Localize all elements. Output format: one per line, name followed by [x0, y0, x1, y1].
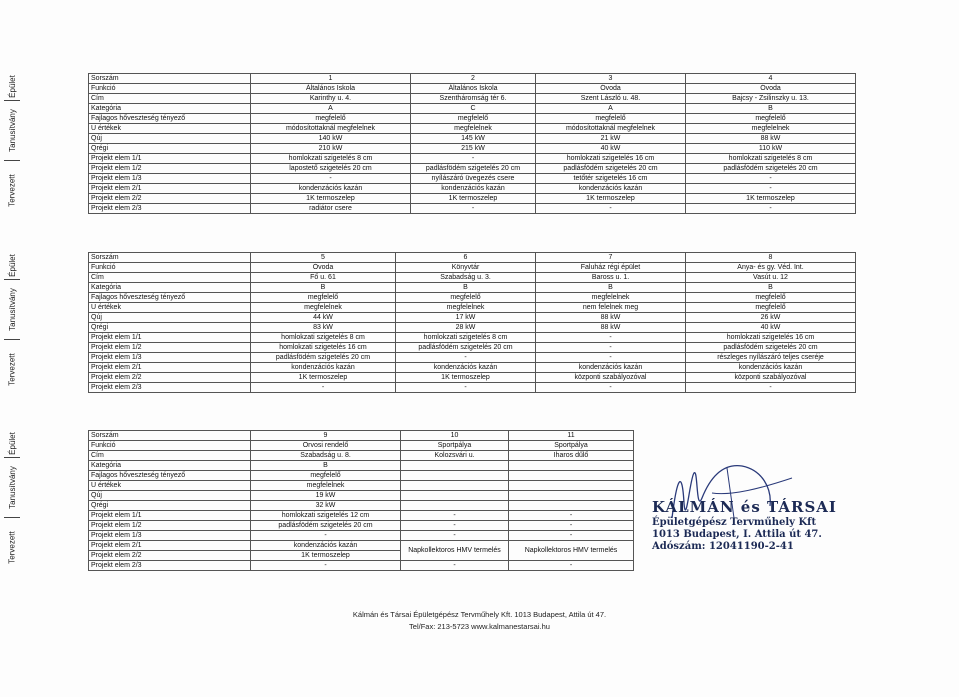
table-cell: B [251, 283, 396, 293]
table-cell: 1K termoszelep [251, 194, 411, 204]
company-stamp [652, 458, 842, 568]
row-label: Qrégi [89, 144, 251, 154]
table-cell [509, 491, 634, 501]
row-label: Projekt elem 2/1 [89, 541, 251, 551]
table-cell: 1K termoszelep [251, 551, 401, 561]
table-cell: Sportpálya [509, 441, 634, 451]
table-cell: kondenzációs kazán [686, 363, 856, 373]
row-label: Projekt elem 1/3 [89, 353, 251, 363]
table-cell: - [686, 383, 856, 393]
table-cell: B [396, 283, 536, 293]
table-row [89, 431, 634, 441]
table-row [89, 511, 634, 521]
table-row [89, 184, 856, 194]
section-labels-3 [0, 430, 24, 571]
table-cell: B [686, 104, 856, 114]
row-label: Funkció [89, 263, 251, 273]
table-cell: kondenzációs kazán [251, 541, 401, 551]
table-cell: megfelelnek [251, 481, 401, 491]
row-label: Kategória [89, 283, 251, 293]
table-cell: 17 kW [396, 313, 536, 323]
footer-contact: Tel/Fax: 213-5723 www.kalmanestarsai.hu [409, 622, 550, 631]
table-cell: 8 [686, 253, 856, 263]
section-label-tervezett: Tervezett [7, 173, 17, 207]
row-label: Projekt elem 2/1 [89, 184, 251, 194]
table-row [89, 333, 856, 343]
table-cell: Sportpálya [401, 441, 509, 451]
row-label: Projekt elem 2/2 [89, 194, 251, 204]
table-cell: 9 [251, 431, 401, 441]
row-label: Funkció [89, 84, 251, 94]
table-row [89, 541, 634, 551]
row-label: Cím [89, 273, 251, 283]
table-block-1 [7, 73, 856, 214]
row-label: Cím [89, 94, 251, 104]
table-cell: - [686, 174, 856, 184]
table-cell: - [686, 204, 856, 214]
table-cell [509, 481, 634, 491]
table-cell: homlokzati szigetelés 12 cm [251, 511, 401, 521]
table-cell: Baross u. 1. [536, 273, 686, 283]
table-cell [509, 501, 634, 511]
table-row [89, 531, 634, 541]
row-label: Projekt elem 2/3 [89, 383, 251, 393]
row-label: Projekt elem 1/1 [89, 154, 251, 164]
table-row [89, 154, 856, 164]
table-cell: 40 kW [686, 323, 856, 333]
table-row [89, 293, 856, 303]
table-block-3 [7, 430, 634, 571]
row-label: Qúj [89, 313, 251, 323]
table-row [89, 501, 634, 511]
row-label: Sorszám [89, 74, 251, 84]
table-cell: kondenzációs kazán [536, 184, 686, 194]
row-label: Qúj [89, 134, 251, 144]
table-cell: Óvoda [251, 263, 396, 273]
table-row [89, 74, 856, 84]
table-cell: 1K termoszelep [251, 373, 396, 383]
table-cell: 83 kW [251, 323, 396, 333]
row-label: Projekt elem 1/1 [89, 333, 251, 343]
table-cell: homlokzati szigetelés 8 cm [251, 333, 396, 343]
table-row [89, 343, 856, 353]
table-cell: 40 kW [536, 144, 686, 154]
row-label: Sorszám [89, 431, 251, 441]
table-cell: - [509, 531, 634, 541]
table-cell: 140 kW [251, 134, 411, 144]
row-label: Projekt elem 1/2 [89, 521, 251, 531]
table-row [89, 353, 856, 363]
table-cell: részleges nyílászáró teljes cseréje [686, 353, 856, 363]
footer-company: Kálmán és Társai Épületgépész Tervműhely Kft. 1013 Budapest, Attila út 47. [352, 610, 607, 619]
row-label: Fajlagos hőveszteség tényező [89, 293, 251, 303]
table-row [89, 114, 856, 124]
table-cell: homlokzati szigetelés 16 cm [536, 154, 686, 164]
row-label: U értékek [89, 124, 251, 134]
stamp-line-1: KÁLMÁN és TÁRSAI [652, 498, 837, 516]
section-label-epulet: Épület [7, 75, 17, 98]
section-label-epulet: Épület [7, 254, 17, 277]
table-cell: megfelelnek [411, 124, 536, 134]
stamp-line-2: Épületgépész Tervműhely Kft [652, 517, 817, 528]
data-table-2 [88, 252, 856, 393]
row-label: U értékek [89, 481, 251, 491]
table-cell: - [251, 174, 411, 184]
table-cell: megfelelő [251, 293, 396, 303]
table-cell: 4 [686, 74, 856, 84]
table-cell: megfelelnek [686, 124, 856, 134]
table-cell: 88 kW [536, 313, 686, 323]
table-cell: 32 kW [251, 501, 401, 511]
table-cell: megfelelő [686, 114, 856, 124]
table-row [89, 521, 634, 531]
table-row [89, 204, 856, 214]
table-row [89, 263, 856, 273]
table-cell: padlásfödém szigetelés 20 cm [686, 343, 856, 353]
table-cell: 19 kW [251, 491, 401, 501]
table-cell: megfelelő [251, 471, 401, 481]
section-label-tervezett: Tervezett [7, 530, 17, 564]
stamp-line-3: 1013 Budapest, I. Attila út 47. [652, 529, 822, 540]
table-row [89, 323, 856, 333]
section-label-tervezett: Tervezett [7, 352, 17, 386]
table-cell: padlásfödém szigetelés 20 cm [536, 164, 686, 174]
table-cell: - [536, 204, 686, 214]
table-cell: - [251, 531, 401, 541]
table-cell: megfelelő [251, 114, 411, 124]
table-row [89, 84, 856, 94]
table-cell: megfelelő [686, 293, 856, 303]
row-label: Kategória [89, 104, 251, 114]
row-label: Projekt elem 2/3 [89, 204, 251, 214]
table-cell: - [536, 353, 686, 363]
table-row [89, 174, 856, 184]
row-label: Funkció [89, 441, 251, 451]
table-cell: padlásfödém szigetelés 20 cm [411, 164, 536, 174]
table-row [89, 134, 856, 144]
table-cell: Óvoda [686, 84, 856, 94]
row-label: Qrégi [89, 323, 251, 333]
row-label: Sorszám [89, 253, 251, 263]
table-cell: homlokzati szigetelés 16 cm [686, 333, 856, 343]
row-label: Projekt elem 2/1 [89, 363, 251, 373]
table-cell: Faluház régi épület [536, 263, 686, 273]
row-label: Qúj [89, 491, 251, 501]
table-cell: 210 kW [251, 144, 411, 154]
table-cell: 145 kW [411, 134, 536, 144]
table-row [89, 94, 856, 104]
row-label: Cím [89, 451, 251, 461]
table-cell: 28 kW [396, 323, 536, 333]
table-cell: - [509, 561, 634, 571]
table-row [89, 144, 856, 154]
table-cell: 21 kW [536, 134, 686, 144]
table-cell: - [686, 184, 856, 194]
table-cell: B [686, 283, 856, 293]
table-cell: Szabadság u. 3. [396, 273, 536, 283]
table-cell: padlásfödém szigetelés 20 cm [396, 343, 536, 353]
table-row [89, 253, 856, 263]
table-row [89, 441, 634, 451]
table-cell: nem felelnek meg [536, 303, 686, 313]
table-cell: Szentháromság tér 6. [411, 94, 536, 104]
table-cell: megfelelő [411, 114, 536, 124]
table-cell: megfelelnek [536, 293, 686, 303]
table-cell: padlásfödém szigetelés 20 cm [251, 521, 401, 531]
table-cell: kondenzációs kazán [396, 363, 536, 373]
table-cell: Iharos dűlő [509, 451, 634, 461]
section-labels-2 [0, 252, 24, 393]
row-label: Projekt elem 1/2 [89, 164, 251, 174]
row-label: Fajlagos hőveszteség tényező [89, 471, 251, 481]
table-cell: központi szabályozóval [686, 373, 856, 383]
data-table-1 [88, 73, 856, 214]
table-cell: - [401, 521, 509, 531]
table-cell: - [509, 511, 634, 521]
table-row [89, 461, 634, 471]
table-row [89, 313, 856, 323]
table-cell: - [396, 353, 536, 363]
table-cell: B [536, 283, 686, 293]
row-label: Projekt elem 2/3 [89, 561, 251, 571]
table-cell: radiátor csere [251, 204, 411, 214]
table-cell: homlokzati szigetelés 8 cm [396, 333, 536, 343]
table-cell: kondenzációs kazán [411, 184, 536, 194]
row-label: Qrégi [89, 501, 251, 511]
table-cell: homlokzati szigetelés 16 cm [251, 343, 396, 353]
table-cell: Napkollektoros HMV termelés [509, 541, 634, 561]
table-cell: módosítottaknál megfelelnek [536, 124, 686, 134]
table-cell: 7 [536, 253, 686, 263]
row-label: Projekt elem 1/3 [89, 531, 251, 541]
table-row [89, 303, 856, 313]
table-cell: padlásfödém szigetelés 20 cm [686, 164, 856, 174]
table-cell [401, 491, 509, 501]
row-label: U értékek [89, 303, 251, 313]
table-cell: 26 kW [686, 313, 856, 323]
table-row [89, 104, 856, 114]
row-label: Projekt elem 1/3 [89, 174, 251, 184]
section-labels-1 [0, 73, 24, 214]
table-cell: - [251, 383, 396, 393]
table-cell: - [401, 511, 509, 521]
table-row [89, 451, 634, 461]
table-cell: homlokzati szigetelés 8 cm [251, 154, 411, 164]
table-cell: megfelelő [396, 293, 536, 303]
table-cell: - [411, 204, 536, 214]
table-cell: Szent László u. 48. [536, 94, 686, 104]
stamp-line-4: Adószám: 12041190-2-41 [652, 541, 794, 552]
table-cell: Szabadság u. 8. [251, 451, 401, 461]
row-label: Fajlagos hőveszteség tényező [89, 114, 251, 124]
table-cell: - [401, 561, 509, 571]
table-cell: megfelelő [536, 114, 686, 124]
table-block-2 [7, 252, 856, 393]
table-row [89, 471, 634, 481]
table-row [89, 164, 856, 174]
table-row [89, 491, 634, 501]
table-row [89, 363, 856, 373]
table-cell: Könyvtár [396, 263, 536, 273]
table-cell: - [536, 333, 686, 343]
table-cell: - [411, 154, 536, 164]
table-cell: 3 [536, 74, 686, 84]
table-cell: Anya- és gy. Véd. Int. [686, 263, 856, 273]
table-cell: B [251, 461, 401, 471]
table-row [89, 561, 634, 571]
table-cell: C [411, 104, 536, 114]
table-cell: 1K termoszelep [396, 373, 536, 383]
table-row [89, 273, 856, 283]
table-cell: 2 [411, 74, 536, 84]
row-label: Projekt elem 2/2 [89, 373, 251, 383]
table-cell: Orvosi rendelő [251, 441, 401, 451]
table-cell: 44 kW [251, 313, 396, 323]
table-cell [401, 481, 509, 491]
table-cell: 110 kW [686, 144, 856, 154]
table-cell: 1K termoszelep [536, 194, 686, 204]
table-cell: nyílászáró üvegezés csere [411, 174, 536, 184]
table-cell: 10 [401, 431, 509, 441]
table-cell: kondenzációs kazán [251, 184, 411, 194]
table-cell: 1K termoszelep [686, 194, 856, 204]
table-cell: - [509, 521, 634, 531]
table-cell: 11 [509, 431, 634, 441]
data-table-3 [88, 430, 634, 571]
table-row [89, 124, 856, 134]
table-row [89, 481, 634, 491]
table-cell [509, 471, 634, 481]
table-cell: 1 [251, 74, 411, 84]
table-row [89, 383, 856, 393]
table-cell: lapostető szigetelés 20 cm [251, 164, 411, 174]
table-cell: tetőtér szigetelés 16 cm [536, 174, 686, 184]
table-row [89, 283, 856, 293]
table-cell [401, 461, 509, 471]
table-cell: módosítottaknál megfelelnek [251, 124, 411, 134]
table-cell: - [251, 561, 401, 571]
section-label-tanusitvany: Tanusítvány [7, 465, 17, 509]
table-cell: megfelelnek [396, 303, 536, 313]
row-label: Projekt elem 2/2 [89, 551, 251, 561]
table-cell: - [536, 343, 686, 353]
table-cell: 6 [396, 253, 536, 263]
table-cell: kondenzációs kazán [251, 363, 396, 373]
row-label: Projekt elem 1/1 [89, 511, 251, 521]
table-cell: A [536, 104, 686, 114]
table-cell: A [251, 104, 411, 114]
table-cell: homlokzati szigetelés 8 cm [686, 154, 856, 164]
table-cell: megfelelnek [251, 303, 396, 313]
table-cell: Óvoda [536, 84, 686, 94]
row-label: Projekt elem 1/2 [89, 343, 251, 353]
table-cell: kondenzációs kazán [536, 363, 686, 373]
table-cell: Általános Iskola [411, 84, 536, 94]
table-cell: padlásfödém szigetelés 20 cm [251, 353, 396, 363]
table-row [89, 373, 856, 383]
table-cell: megfelelő [686, 303, 856, 313]
section-label-epulet: Épület [7, 432, 17, 455]
table-cell [509, 461, 634, 471]
table-cell: központi szabályozóval [536, 373, 686, 383]
table-cell: Kolozsvári u. [401, 451, 509, 461]
table-cell [401, 501, 509, 511]
table-cell: - [396, 383, 536, 393]
table-cell: - [401, 531, 509, 541]
table-cell: 88 kW [686, 134, 856, 144]
section-label-tanusitvany: Tanusítvány [7, 108, 17, 152]
table-cell: Napkollektoros HMV termelés [401, 541, 509, 561]
table-cell: Általános Iskola [251, 84, 411, 94]
table-cell [401, 471, 509, 481]
table-cell: 1K termoszelep [411, 194, 536, 204]
table-row [89, 194, 856, 204]
table-cell: Karinthy u. 4. [251, 94, 411, 104]
row-label: Kategória [89, 461, 251, 471]
table-cell: Fő u. 61 [251, 273, 396, 283]
section-label-tanusitvany: Tanusítvány [7, 287, 17, 331]
table-cell: 5 [251, 253, 396, 263]
table-cell: 215 kW [411, 144, 536, 154]
table-cell: Vasút u. 12 [686, 273, 856, 283]
table-cell: - [536, 383, 686, 393]
table-cell: 88 kW [536, 323, 686, 333]
table-cell: Bajcsy - Zsilinszky u. 13. [686, 94, 856, 104]
